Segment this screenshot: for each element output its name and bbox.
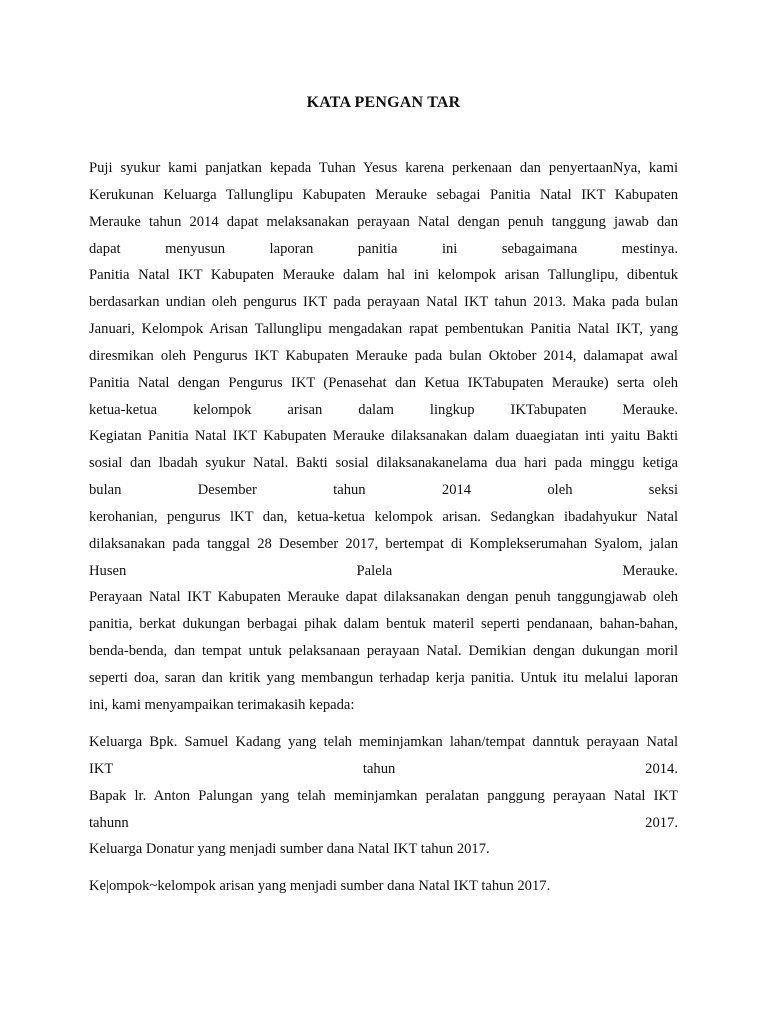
paragraph-line: Kerukunan Keluarga Tallunglipu Kabupaten Merauke sebagai Panitia Natal IKT Kabupaten bbox=[89, 187, 678, 203]
paragraph-line: tahunn 2017. bbox=[89, 815, 678, 831]
paragraph-line: dapat menyusun laporan panitia ini sebagaimana mestinya. bbox=[89, 241, 678, 257]
page-title: KATA PENGAN TAR bbox=[306, 94, 461, 111]
paragraph-line: bulan Desember tahun 2014 oleh seksi bbox=[89, 482, 678, 498]
paragraph-line: dilaksanakan pada tanggal 28 Desember 2017, bertempat di Komplekserumahan Syalom, jalan bbox=[89, 536, 678, 552]
paragraph-line: Panitia Natal dengan Pengurus IKT (Penasehat dan Ketua IKTabupaten Merauke) serta oleh bbox=[89, 375, 678, 391]
paragraph-line: kerohanian, pengurus lKT dan, ketua-ketua kelompok arisan. Sedangkan ibadahyukur Natal bbox=[89, 509, 678, 525]
paragraph-line: sosial dan lbadah syukur Natal. Bakti sosial dilaksanakanelama dua hari pada minggu ketiga bbox=[89, 455, 678, 471]
document-page bbox=[89, 0, 678, 1024]
paragraph-line: Bapak lr. Anton Palungan yang telah meminjamkan peralatan panggung perayaan Natal IKT bbox=[89, 788, 678, 804]
paragraph-line: Ke|ompok~kelompok arisan yang menjadi sumber dana Natal IKT tahun 2017. bbox=[89, 878, 551, 894]
paragraph-line: berdasarkan undian oleh pengurus IKT pada perayaan Natal IKT tahun 2013. Maka pada bulan bbox=[89, 294, 678, 310]
paragraph-line: Kegiatan Panitia Natal IKT Kabupaten Merauke dilaksanakan dalam duaegiatan inti yaitu Bakti bbox=[89, 428, 678, 444]
paragraph-line: diresmikan oleh Pengurus IKT Kabupaten Merauke pada bulan Oktober 2014, dalamapat awal bbox=[89, 348, 678, 364]
paragraph-line: Keluarga Donatur yang menjadi sumber dana Natal IKT tahun 2017. bbox=[89, 841, 490, 857]
paragraph-line: panitia, berkat dukungan berbagai pihak dalam bentuk materil seperti pendanaan, bahan-bahan, bbox=[89, 616, 678, 632]
paragraph-line: Merauke tahun 2014 dapat melaksanakan perayaan Natal dengan penuh tanggung jawab dan bbox=[89, 214, 678, 230]
paragraph-line: Perayaan Natal IKT Kabupaten Merauke dapat dilaksanakan dengan penuh tanggungjawab oleh bbox=[89, 589, 678, 605]
paragraph-line: Januari, Kelompok Arisan Tallunglipu mengadakan rapat pembentukan Panitia Natal IKT, yang bbox=[89, 321, 678, 337]
paragraph-line: Panitia Natal IKT Kabupaten Merauke dalam hal ini kelompok arisan Tallunglipu, dibentuk bbox=[89, 267, 678, 283]
paragraph-line: Puji syukur kami panjatkan kepada Tuhan Yesus karena perkenaan dan penyertaanNya, kami bbox=[89, 160, 678, 176]
paragraph-line: benda-benda, dan tempat untuk pelaksanaan perayaan Natal. Demikian dengan dukungan moril bbox=[89, 643, 678, 659]
paragraph-line: IKT tahun 2014. bbox=[89, 761, 678, 777]
paragraph-line: seperti doa, saran dan kritik yang membangun terhadap kerja panitia. Untuk itu melalui laporan bbox=[89, 670, 678, 686]
paragraph-line: Husen Palela Merauke. bbox=[89, 563, 678, 579]
paragraph-line: ketua-ketua kelompok arisan dalam lingkup IKTabupaten Merauke. bbox=[89, 402, 678, 418]
paragraph-line: ini, kami menyampaikan terimakasih kepada: bbox=[89, 697, 355, 713]
paragraph-line: Keluarga Bpk. Samuel Kadang yang telah meminjamkan lahan/tempat danntuk perayaan Natal bbox=[89, 734, 678, 750]
